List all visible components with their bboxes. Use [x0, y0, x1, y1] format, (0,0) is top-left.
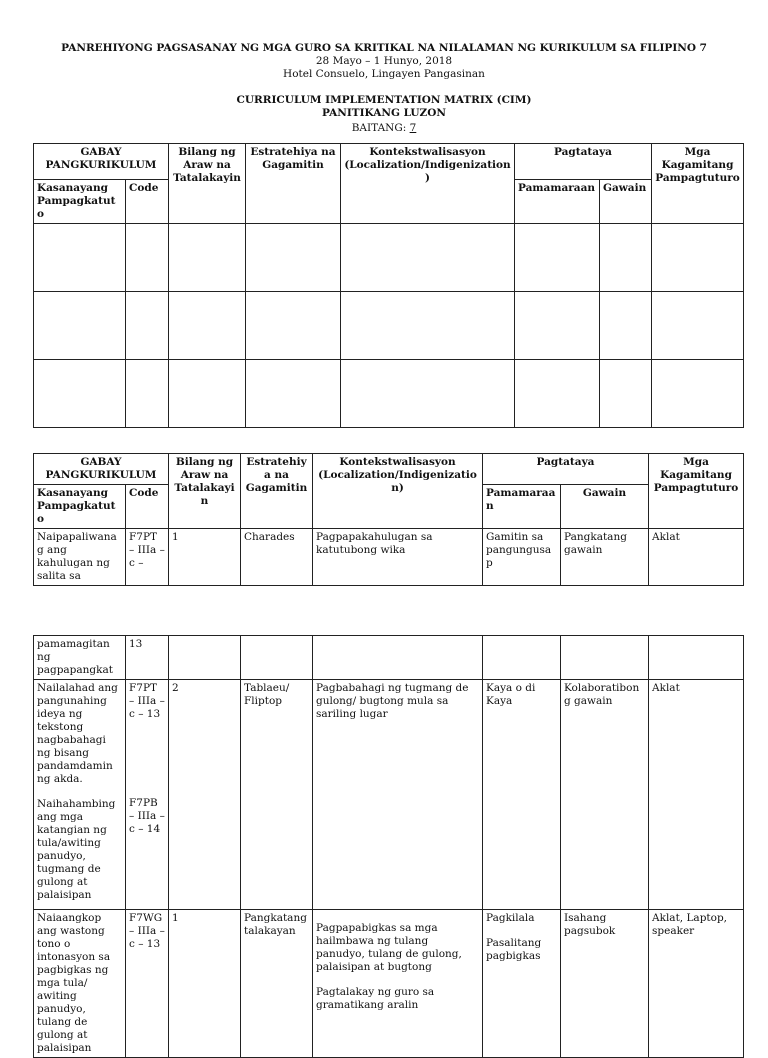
cell-gawain: Kolaboratibong gawain [561, 680, 649, 910]
matrix-subtitle: PANITIKANG LUZON [322, 107, 446, 119]
cell-pamamaraan: Kaya o di Kaya [483, 680, 561, 910]
header-pagtataya: Pagtataya [483, 454, 649, 485]
cell-code [126, 680, 169, 910]
empty-cell [600, 292, 652, 360]
header-kasanayan: Kasanayang Pampagkatuto [34, 180, 126, 224]
matrix-title: CURRICULUM IMPLEMENTATION MATRIX (CIM) [236, 94, 532, 106]
table-row [34, 360, 744, 428]
header-gawain: Gawain [561, 485, 649, 529]
empty-cell [652, 292, 744, 360]
grade-label: BAITANG: [351, 122, 410, 134]
konteks-paragraph: Pagtalakay ng guro sa gramatikang aralin [316, 986, 435, 1011]
cell-kasanayan: Naipapaliwanag ang kahulugan ng salita sa [34, 529, 126, 586]
header-kasanayan: Kasanayang Pampagkatuto [34, 485, 126, 529]
empty-cell [341, 292, 515, 360]
cell-konteks [313, 910, 483, 1058]
empty-cell [246, 360, 341, 428]
code-value: F7PT – IIIa – c – 13 [129, 682, 165, 720]
header-pamamaraan [483, 485, 561, 529]
empty-cell [246, 292, 341, 360]
cell-code: 13 [126, 636, 169, 680]
header-code: Code [126, 180, 169, 224]
cell-code: F7PT – IIIa – c – [126, 529, 169, 586]
header-konteks: Kontekstwalisasyon (Localization/Indigenization) [313, 454, 483, 529]
empty-cell [34, 360, 126, 428]
header-kagamitan: Mga Kagamitang Pampagtuturo [649, 454, 744, 529]
cell-gawain: Pangkatang gawain [561, 529, 649, 586]
empty-cell [169, 360, 246, 428]
cell-konteks: Pagpapakahulugan sa katutubong wika [313, 529, 483, 586]
cell-kagamitan: Aklat, Laptop, speaker [649, 910, 744, 1058]
empty-cell [126, 224, 169, 292]
empty-cell [561, 636, 649, 680]
cell-estratehiya: Tablaeu/ Fliptop [241, 680, 313, 910]
header-kagamitan: Mga Kagamitang Pampagtuturo [652, 144, 744, 224]
cell-bilang: 2 [169, 680, 241, 910]
empty-cell [241, 636, 313, 680]
header-pamamaraan-a: Pamamaraa [486, 487, 556, 499]
empty-cell [649, 636, 744, 680]
header-pamamaraan-b: n [486, 500, 494, 512]
empty-cell [600, 224, 652, 292]
cell-pamamaraan [483, 910, 561, 1058]
empty-cell [169, 292, 246, 360]
header-bilang: Bilang ng Araw na Tatalakayin [169, 454, 241, 529]
document-venue: Hotel Consuelo, Lingayen Pangasinan [283, 68, 485, 80]
empty-cell [169, 224, 246, 292]
empty-cell [515, 360, 600, 428]
empty-cell [246, 224, 341, 292]
empty-cell [515, 292, 600, 360]
table-row [34, 292, 744, 360]
cell-kasanayan: Naiaangkop ang wastong tono o intonasyon sa pagbigkas ng mga tula/ awiting panudyo, tulang de gulong at palaisipan [34, 910, 126, 1058]
table-row [34, 680, 744, 910]
empty-cell [652, 360, 744, 428]
empty-cell [483, 636, 561, 680]
cell-code: F7WG – IIIa – c – 13 [126, 910, 169, 1058]
pamamaraan-item: Pasalitang pagbigkas [486, 937, 542, 962]
cell-kagamitan: Aklat [649, 529, 744, 586]
empty-cell [169, 636, 241, 680]
header-estratehiya: Estratehiya na Gagamitin [241, 454, 313, 529]
kasanayan-paragraph: Nailalahad ang pangunahing ideya ng tekstong nagbabahagi ng bisang pandamdamin ng akda. [37, 682, 118, 785]
cell-estratehiya: Charades [241, 529, 313, 586]
konteks-paragraph: Pagpapabigkas sa mga hailmbawa ng tulang panudyo, tulang de gulong, palaisipan at bugtong [316, 922, 462, 973]
table-row [34, 529, 744, 586]
header-gabay: GABAY PANGKURIKULUM [34, 454, 169, 485]
empty-cell [600, 360, 652, 428]
cell-estratehiya: Pangkatang talakayan [241, 910, 313, 1058]
code-value: F7PB – IIIa – c – 14 [129, 797, 165, 835]
empty-cell [652, 224, 744, 292]
empty-cell [515, 224, 600, 292]
cell-gawain: Isahang pagsubok [561, 910, 649, 1058]
grade-level [0, 122, 768, 135]
header-gawain: Gawain [600, 180, 652, 224]
cell-kagamitan: Aklat [649, 680, 744, 910]
header-konteks: Kontekstwalisasyon (Localization/Indigenization) [341, 144, 515, 224]
document-date: 28 Mayo – 1 Hunyo, 2018 [315, 55, 453, 67]
kasanayan-paragraph: Naihahambing ang mga katangian ng tula/awiting panudyo, tugmang de gulong at palaisipan [37, 798, 116, 901]
empty-cell [34, 224, 126, 292]
cell-kasanayan: pamamagitan ng pagpapangkat [34, 636, 126, 680]
header-code: Code [126, 485, 169, 529]
grade-value: 7 [409, 122, 417, 134]
cell-bilang: 1 [169, 529, 241, 586]
empty-cell [34, 292, 126, 360]
empty-cell [341, 360, 515, 428]
table-row [34, 224, 744, 292]
cell-bilang: 1 [169, 910, 241, 1058]
empty-cell [341, 224, 515, 292]
cim-table-blank [33, 143, 744, 428]
empty-cell [126, 360, 169, 428]
document-title: PANREHIYONG PAGSASANAY NG MGA GURO SA KRITIKAL NA NILALAMAN NG KURIKULUM SA FILIPINO 7 [61, 42, 707, 54]
header-estratehiya: Estratehiya na Gagamitin [246, 144, 341, 224]
header-pagtataya: Pagtataya [515, 144, 652, 180]
cell-kasanayan [34, 680, 126, 910]
header-gabay: GABAY PANGKURIKULUM [34, 144, 169, 180]
cim-table-continued [33, 635, 744, 1058]
cell-konteks: Pagbabahagi ng tugmang de gulong/ bugtong mula sa sariling lugar [313, 680, 483, 910]
empty-cell [126, 292, 169, 360]
table-row [34, 636, 744, 680]
empty-cell [313, 636, 483, 680]
header-bilang: Bilang ng Araw na Tatalakayin [169, 144, 246, 224]
cell-pamamaraan: Gamitin sa pangungusap [483, 529, 561, 586]
pamamaraan-item: Pagkilala [486, 912, 535, 924]
cim-table-filled [33, 453, 744, 586]
table-row [34, 910, 744, 1058]
header-pamamaraan: Pamamaraan [515, 180, 600, 224]
